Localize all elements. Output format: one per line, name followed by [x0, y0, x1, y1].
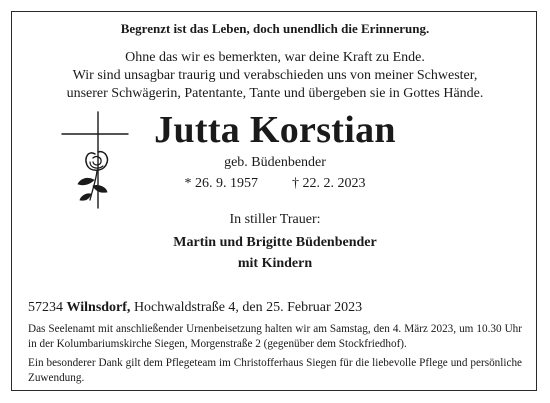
- postal-code: 57234: [28, 300, 63, 315]
- intro-line: Wir sind unsagbar traurig und verabschieden uns von meiner Schwester,: [72, 68, 478, 83]
- mourners-line: mit Kindern: [237, 256, 313, 271]
- motto: Begrenzt ist das Leben, doch unendlich die Erinnerung.: [120, 21, 430, 36]
- life-dates: [0, 176, 550, 192]
- birth-date: * 26. 9. 1957: [184, 176, 258, 191]
- service-paragraph: Das Seelenamt mit anschließender Urnenbeisetzung halten wir am Samstag, den 4. März 2023, um 10.30 Uhr in der Kolumbariumskirche Siegen, Morgenstraße 2 (gegenüber dem Stockfriedhof).: [28, 323, 522, 350]
- death-date: † 22. 2. 2023: [292, 176, 366, 191]
- address-date: Hochwaldstraße 4, den 25. Februar 2023: [133, 300, 363, 315]
- mourners-line: Martin und Brigitte Büdenbender: [173, 235, 377, 250]
- intro-line: Ohne das wir es bemerkten, war deine Kraft zu Ende.: [125, 50, 425, 65]
- intro-line: unserer Schwägerin, Patentante, Tante und übergeben sie in Gottes Hände.: [66, 86, 484, 101]
- place-name: Wilnsdorf,: [66, 300, 131, 315]
- intro-text: [0, 49, 550, 103]
- sender-address: [28, 300, 362, 316]
- mourning-intro: In stiller Trauer:: [229, 212, 321, 227]
- birth-name: geb. Büdenbender: [224, 155, 326, 170]
- deceased-name: Jutta Korstian: [154, 109, 396, 151]
- thanks-paragraph: Ein besonderer Dank gilt dem Pflegeteam im Christofferhaus Siegen für die liebevolle Pflege und persönliche Zuwendung.: [28, 357, 522, 384]
